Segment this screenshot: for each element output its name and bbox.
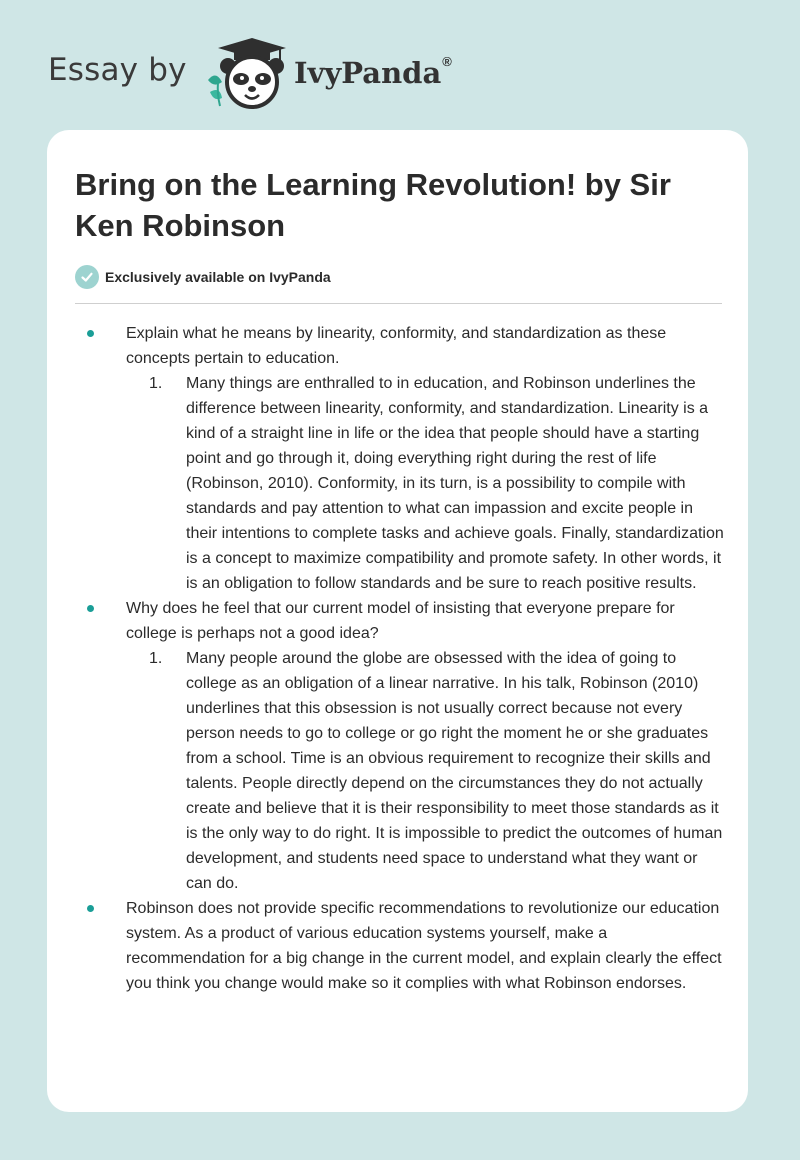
bullet-icon [87, 905, 94, 912]
check-icon [75, 265, 99, 289]
question-text: Why does he feel that our current model of insisting that everyone prepare for college is perhaps not a good idea? [126, 600, 675, 642]
trademark-symbol: ® [442, 54, 452, 69]
list-item [47, 371, 724, 596]
bullet-icon [87, 605, 94, 612]
list-item [47, 896, 723, 996]
answer-number: 1. [149, 650, 163, 667]
question-text: Explain what he means by linearity, conformity, and standardization as these concepts pertain to education. [126, 325, 667, 367]
exclusive-badge-text: Exclusively available on IvyPanda [105, 269, 331, 285]
divider [75, 303, 722, 304]
answer-text: Many people around the globe are obsessed with the idea of going to college as an obligation of a linear narrative. In his talk, Robinson (2010) underlines that this obsession is not usually correct because not every person needs to go to college or go right the moment he or she graduates from a school. Time is an obvious requirement to recognize their skills and talents. People directly depend on the circumstances they do not actually create and believe that it is their responsibility to meet those standards as it is the only way to do right. It is impossible to predict the outcomes of human development, and students need space to understand what they want or can do. [186, 650, 723, 892]
essay-by-label: Essay by [48, 52, 187, 88]
exclusive-badge [75, 264, 331, 290]
brand-name[interactable] [294, 56, 452, 90]
list-item [47, 646, 724, 896]
panda-logo-icon[interactable] [200, 36, 296, 110]
essay-card [47, 130, 748, 1112]
page-title: Bring on the Learning Revolution! by Sir Ken Robinson [75, 167, 671, 243]
site-header [48, 36, 548, 116]
essay-content [47, 321, 748, 996]
list-item [47, 596, 723, 646]
answer-text: Many things are enthralled to in education, and Robinson underlines the difference between linearity, conformity, and standardization. Linearity is a kind of a straight line in life or the idea that people should have a starting point and go through it, doing everything right during the rest of life (Robinson, 2010). Conformity, in its turn, is a possibility to compile with standards and pay attention to what can impassion and excite people in their intentions to complete tasks and achieve goals. Finally, standardization is a concept to maximize compatibility and promote safety. In other words, it is an obligation to follow standards and be sure to reach positive results. [186, 375, 724, 592]
question-text: Robinson does not provide specific recommendations to revolutionize our education system. As a product of various education systems yourself, make a recommendation for a big change in the current model, and explain clearly the effect you think you change would make so it complies with what Robinson endorses. [126, 900, 722, 992]
list-item [47, 321, 723, 371]
bullet-icon [87, 330, 94, 337]
brand-label: IvyPanda [294, 56, 442, 90]
answer-number: 1. [149, 375, 163, 392]
